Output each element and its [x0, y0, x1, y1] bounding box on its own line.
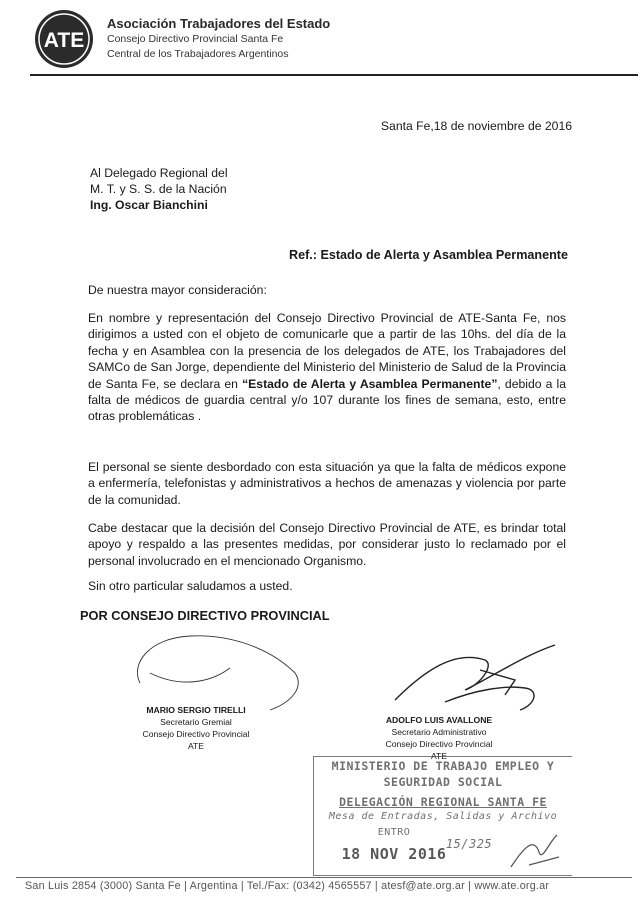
stamp-line-2: SEGURIDAD SOCIAL	[383, 775, 503, 789]
paragraph-1-emphasis: “Estado de Alerta y Asamblea Permanente”	[242, 376, 498, 391]
recipient-line-1: Al Delegado Regional del	[90, 166, 228, 180]
paragraph-1-text-a: En nombre y representación del Consejo Directivo Provincial de ATE-Santa Fe, nos dirigimos a usted con el objeto de comunicarle que a partir de las 10hs. del día de la fecha y en Asamblea con la presencia de los delegados de ATE, los Trabajadores del SAMCo de San Jorge, dependiente del Ministerio del Ministerio de Salud de la Provincia de Santa Fe, se declara en	[88, 311, 566, 391]
signoff-heading: POR CONSEJO DIRECTIVO PROVINCIAL	[80, 608, 330, 623]
body-paragraph-2: El personal se siente desbordado con esta situación ya que la falta de médicos expone a enfermería, telefonistas y administrativos a hechos de amenazas y violencia por parte de la comunidad.	[88, 460, 566, 507]
signatory-2-org: ATE	[430, 751, 448, 761]
salutation: De nuestra mayor consideración:	[88, 283, 267, 297]
footer-rule	[16, 877, 632, 878]
date-line: Santa Fe,18 de noviembre de 2016	[380, 119, 572, 133]
signatory-1-body: Consejo Directivo Provincial	[142, 729, 250, 739]
recipient-name: Ing. Oscar Bianchini	[90, 198, 208, 212]
recipient-line-2: M. T. y S. S. de la Nación	[90, 182, 227, 196]
closing-line: Sin otro particular saludamos a usted.	[88, 579, 293, 593]
footer-address: San Luis 2854 (3000) Santa Fe | Argentina | Tel./Fax: (0342) 4565557 | atesf@ate.org.ar | www.ate.org.ar	[25, 880, 550, 892]
signatory-1-block	[133, 704, 259, 752]
stamp-handwritten-number: 15/325	[445, 837, 493, 851]
reference-line: Ref.: Estado de Alerta y Asamblea Permanente	[288, 248, 568, 262]
stamp-line-3: DELEGACIÓN REGIONAL SANTA FE	[339, 795, 547, 809]
signatory-1-name: MARIO SERGIO TIRELLI	[146, 705, 246, 715]
org-subtitle-2: Central de los Trabajadores Argentinos	[107, 48, 289, 60]
ate-logo	[33, 8, 95, 70]
ministry-stamp	[313, 756, 572, 876]
signatory-1-role: Secretario Gremial	[160, 717, 232, 727]
signatory-2-role: Secretario Administrativo	[391, 727, 487, 737]
signatory-2-block	[375, 714, 503, 762]
org-subtitle-1: Consejo Directivo Provincial Santa Fe	[107, 33, 284, 45]
stamp-entry-label: ENTRO	[377, 827, 411, 838]
body-paragraph-3: Cabe destacar que la decisión del Consejo Directivo Provincial de ATE, es brindar total apoyo y respaldo a las presentes medidas, por considerar justo lo reclamado por el personal involucrado en el mencionado Organismo.	[88, 521, 566, 568]
signature-avallone	[385, 630, 585, 720]
stamp-line-1: MINISTERIO DE TRABAJO EMPLEO Y	[331, 759, 555, 773]
header-rule	[30, 74, 638, 76]
svg-text:ATE: ATE	[43, 29, 85, 52]
stamp-initial-scribble	[509, 827, 569, 872]
signatory-1-org: ATE	[187, 741, 205, 751]
stamp-date: 18 NOV 2016	[341, 845, 447, 863]
stamp-line-4: Mesa de Entradas, Salidas y Archivo	[328, 811, 558, 822]
body-paragraph-1	[88, 310, 566, 425]
paragraph-1-text-b: , debido a la falta de médicos de guardia central y/o 107 durante los fines de semana, esto, entre otras problemáticas .	[88, 376, 566, 424]
signatory-2-body: Consejo Directivo Provincial	[385, 739, 493, 749]
org-name: Asociación Trabajadores del Estado	[107, 16, 331, 31]
signatory-2-name: ADOLFO LUIS AVALLONE	[385, 715, 493, 725]
